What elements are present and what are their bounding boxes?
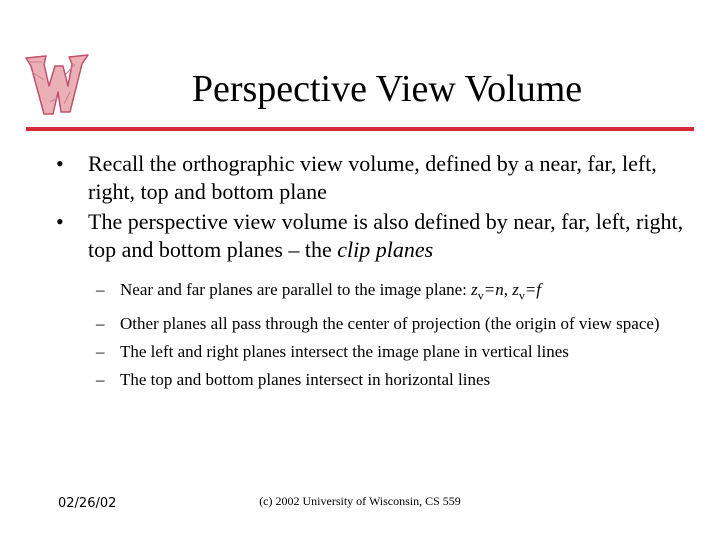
- footer-credit: (c) 2002 University of Wisconsin, CS 559: [259, 494, 461, 508]
- equation-var: z: [471, 280, 478, 299]
- subbullet-dash: –: [96, 280, 105, 299]
- bullet-dot: •: [56, 209, 64, 234]
- bullet-dot: •: [56, 151, 64, 176]
- subbullet-item: [96, 278, 676, 307]
- bullet-emphasis: clip planes: [337, 237, 434, 262]
- equation-rhs: =n,: [483, 280, 513, 299]
- equation-subscript: v: [518, 288, 525, 303]
- title-divider: [26, 127, 694, 131]
- subbullet-text: The top and bottom planes intersect in horizontal lines: [120, 370, 491, 390]
- wisconsin-w-logo-icon: [20, 52, 94, 122]
- bullet-list: [56, 150, 696, 266]
- equation-subscript: v: [477, 288, 484, 303]
- subbullet-item: [96, 340, 676, 363]
- subbullet-dash: –: [96, 370, 105, 390]
- bullet-item: [56, 208, 696, 264]
- subbullet-text: Other planes all pass through the center of projection (the origin of view space): [120, 314, 660, 334]
- subbullet-item: [96, 312, 676, 335]
- subbullet-text: The left and right planes intersect the image plane in vertical lines: [120, 342, 569, 362]
- subbullet-dash: –: [96, 342, 105, 362]
- slide-title: Perspective View Volume: [191, 68, 583, 110]
- subbullet-dash: –: [96, 314, 105, 334]
- equation-rhs: =f: [524, 280, 541, 299]
- equation-var: z: [512, 280, 519, 299]
- subbullet-text: Near and far planes are parallel to the image plane:: [120, 280, 472, 299]
- bullet-text: Recall the orthographic view volume, defined by a near, far, left, right, top and bottom plane: [88, 151, 657, 204]
- bullet-item: [56, 150, 696, 206]
- footer-date: 02/26/02: [58, 496, 117, 511]
- subbullet-item: [96, 368, 676, 391]
- subbullet-list: [96, 278, 676, 396]
- bullet-text: The perspective view volume is also defined by near, far, left, right, top and bottom planes – the: [88, 209, 684, 262]
